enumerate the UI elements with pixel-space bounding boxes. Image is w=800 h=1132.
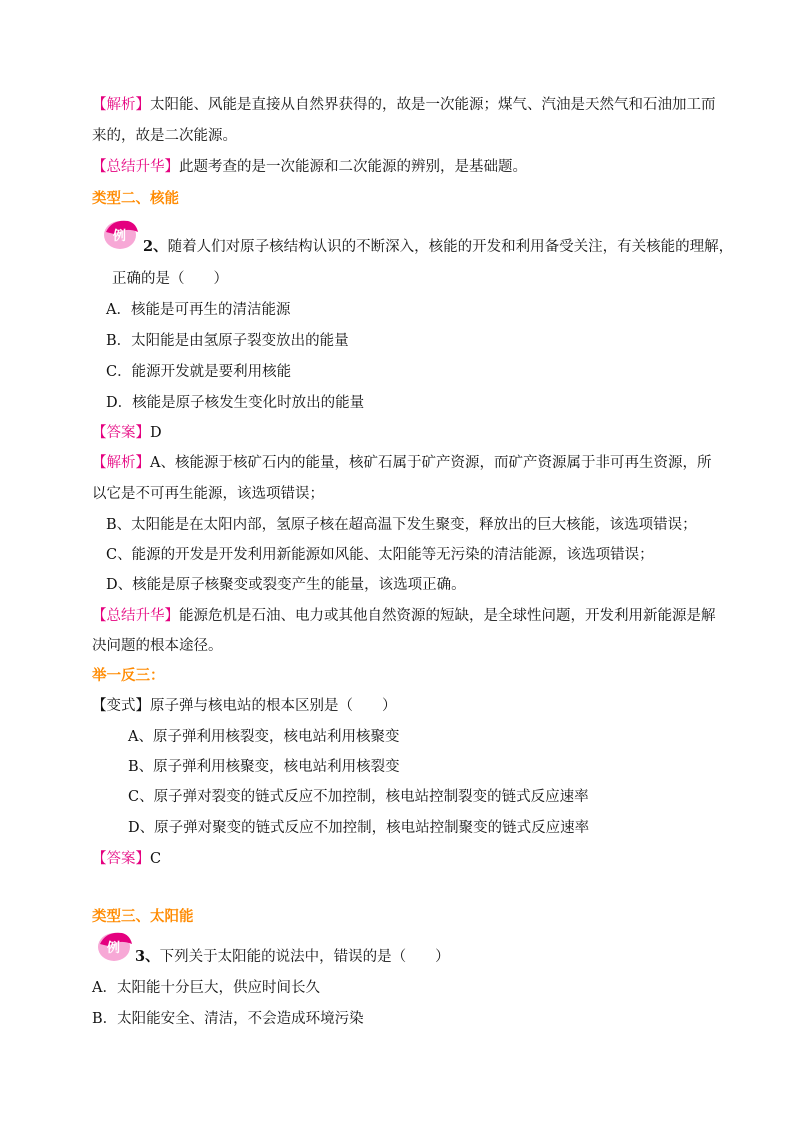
example-badge-icon [96, 930, 136, 964]
section-heading-type3: 类型三、太阳能 [92, 909, 194, 925]
variant-option-a: A、原子弹利用核裂变，核电站利用核聚变 [128, 729, 400, 745]
option-b: B．太阳能是由氢原子裂变放出的能量 [106, 333, 349, 349]
answer-line [92, 426, 162, 441]
option-a: A．核能是可再生的清洁能源 [106, 302, 291, 318]
variant-question-text: 原子弹与核电站的根本区别是（ ） [150, 698, 397, 714]
answer-tag: 【答案】 [92, 425, 150, 441]
analysis-paragraph-1 [92, 98, 716, 113]
answer-value: D [150, 425, 162, 441]
question-number: 3、 [135, 948, 160, 965]
summary-paragraph-1 [92, 160, 527, 175]
question-text: 随着人们对原子核结构认识的不断深入，核能的开发和利用备受关注，有关核能的理解， [167, 239, 734, 255]
answer-tag: 【答案】 [92, 851, 150, 867]
variant-label: 【变式】 [92, 698, 150, 714]
variant-question [92, 699, 397, 714]
summary-paragraph-2 [92, 609, 716, 624]
analysis-tag: 【解析】 [92, 455, 150, 471]
option-c: C．能源开发就是要利用核能 [106, 364, 292, 380]
example-badge-text: 例 [107, 941, 121, 956]
question-3 [135, 950, 450, 965]
summary-text: 能源危机是石油、电力或其他自然资源的短缺，是全球性问题，开发利用新能源是解 [179, 608, 716, 624]
q3-option-a: A．太阳能十分巨大，供应时间长久 [92, 980, 320, 996]
example-badge-icon [102, 218, 142, 252]
analysis-text: 太阳能、风能是直接从自然界获得的，故是一次能源；煤气、汽油是天然气和石油加工而 [150, 97, 716, 113]
answer-value: C [150, 851, 162, 867]
q3-option-b: B．太阳能安全、清洁，不会造成环境污染 [92, 1011, 364, 1027]
variant-option-b: B、原子弹利用核聚变，核电站利用核裂变 [128, 759, 400, 775]
option-d: D．核能是原子核发生变化时放出的能量 [106, 395, 365, 411]
question-number: 2、 [143, 238, 168, 255]
summary-tag: 【总结升华】 [92, 159, 179, 175]
analysis-tag: 【解析】 [92, 97, 150, 113]
section-heading-type2: 类型二、核能 [92, 191, 179, 207]
variant-option-d: D、原子弹对聚变的链式反应不加控制，核电站控制聚变的链式反应速率 [128, 820, 590, 836]
variant-answer-line [92, 852, 161, 867]
analysis-item-c: C、能源的开发是开发利用新能源如风能、太阳能等无污染的清洁能源，该选项错误； [106, 547, 654, 563]
summary-tag: 【总结升华】 [92, 608, 179, 624]
analysis-item-b: B、太阳能是在太阳内部，氢原子核在超高温下发生聚变，释放出的巨大核能，该选项错误； [106, 517, 697, 533]
analysis-text: A、核能源于核矿石内的能量，核矿石属于矿产资源，而矿产资源属于非可再生资源，所 [150, 455, 712, 471]
summary-text: 此题考查的是一次能源和二次能源的辨别，是基础题。 [179, 159, 527, 175]
analysis-item-d: D、核能是原子核聚变或裂变产生的能量，该选项正确。 [106, 577, 466, 593]
question-text-cont: 正确的是（ ） [112, 271, 228, 287]
question-2 [143, 240, 733, 255]
section-heading-variant: 举一反三： [92, 668, 165, 684]
summary-text-cont: 决问题的根本途径。 [92, 638, 223, 654]
variant-option-c: C、原子弹对裂变的链式反应不加控制，核电站控制裂变的链式反应速率 [128, 789, 589, 805]
question-text: 下列关于太阳能的说法中，错误的是（ ） [159, 949, 450, 965]
analysis-paragraph-2 [92, 456, 711, 471]
analysis-text-cont: 以它是不可再生能源，该选项错误； [92, 486, 324, 502]
example-badge-text: 例 [113, 229, 127, 244]
analysis-text-cont: 来的，故是二次能源。 [92, 128, 237, 144]
